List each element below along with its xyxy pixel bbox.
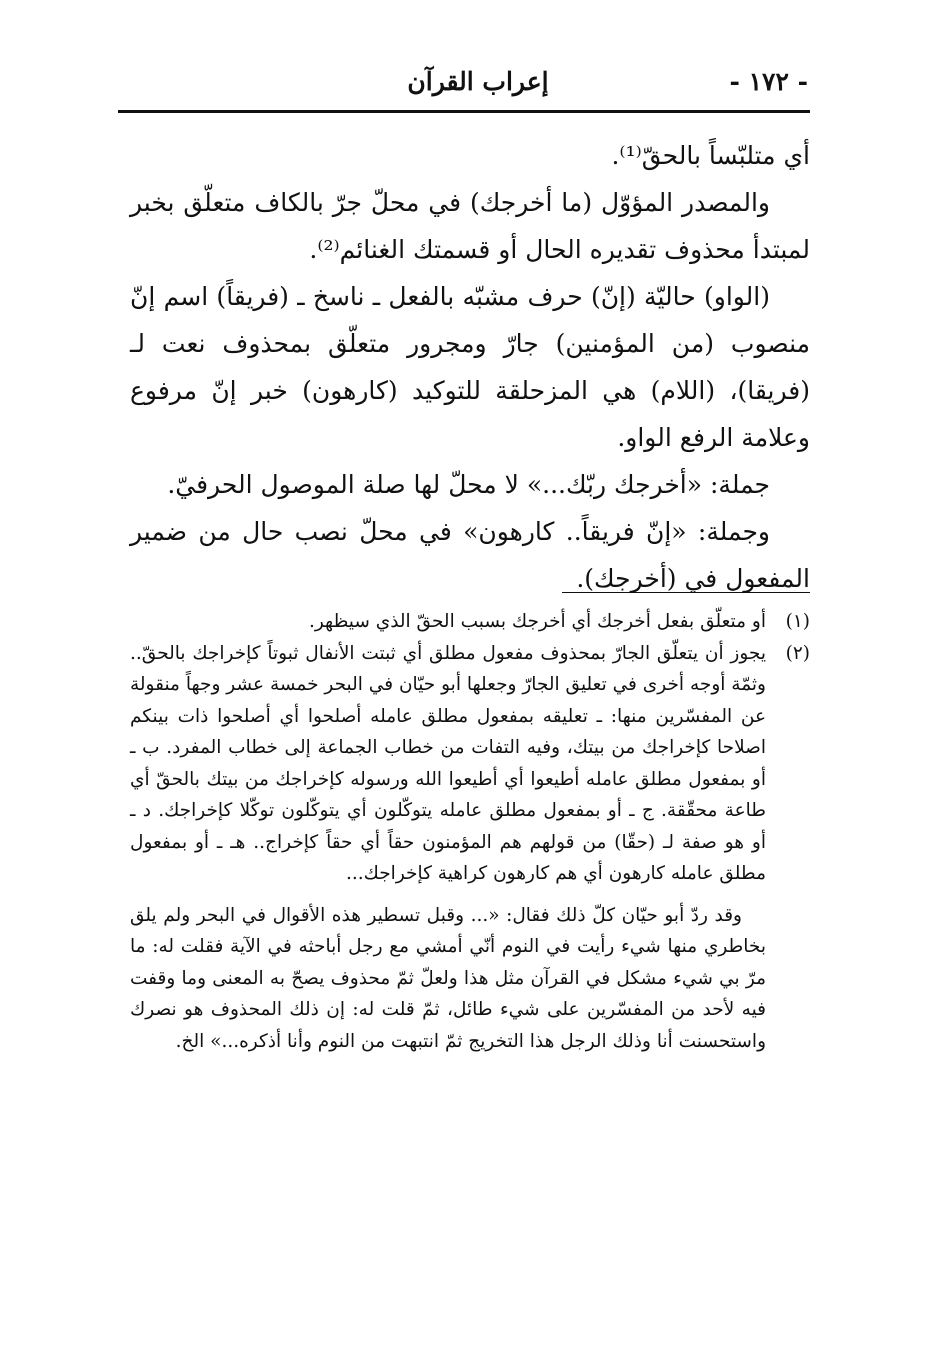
page-number: - ١٧٢ - [729, 67, 808, 96]
footnote-marker: (١) [785, 611, 810, 632]
paragraph: جملة: «أخرجك ربّك...» لا محلّ لها صلة الموصول الحرفيّ. [167, 470, 770, 499]
paragraph: وجملة: «إنّ فريقاً.. كارهون» في محلّ نصب حال من ضمير المفعول في (أخرجك). [130, 517, 810, 593]
footnote [130, 606, 810, 638]
running-title: إعراب القرآن [407, 67, 549, 96]
footnote-marker: (٢) [785, 642, 810, 664]
paragraph: (الواو) حاليّة (إنّ) حرف مشبّه بالفعل ـ ناسخ ـ (فريقاً) اسم إنّ منصوب (من المؤمنين) جارّ ومجرور متعلّق بمحذوف نعت لـ (فريقا)، (اللام) هي المزحلقة للتوكيد (كارهون) خبر إنّ مرفوع وعلامة الرفع الواو. [130, 282, 810, 452]
footnote [130, 638, 810, 890]
footnote-continuation: وقد ردّ أبو حيّان كلّ ذلك فقال: «... وقبل تسطير هذه الأقوال في البحر ولم يلق بخاطري منها شيء رأيت في النوم أنّي أمشي مع رجل أباحثه في الآية فقلت له: ما مرّ بي شيء مشكل في القرآن مثل هذا ولعلّ ثمّ محذوف يصحّ به المعنى وما وقفت فيه لأحد من المفسّرين على شيء طائل، ثمّ قلت له: إن ذلك المحذوف هو نصرك واستحسنت أنا وذلك الرجل هذا التخريج ثمّ انتبهت من النوم وأنا أذكره...» الخ. [130, 904, 766, 1052]
footnote-separator [562, 592, 810, 593]
main-text [130, 132, 810, 602]
paragraph: أي متلبّساً بالحقّ⁽¹⁾. [611, 141, 810, 170]
footnote-text: يجوز أن يتعلّق الجارّ بمحذوف مفعول مطلق أي ثبتت الأنفال ثبوتاً كإخراجك بالحقّ.. وثمّة أوجه أخرى في تعليق الجارّ وجعلها أبو حيّان في البحر خمسة عشر وجهاً منقولة عن المفسّرين منها: ـ تعليقه بمفعول مطلق عامله أصلحوا أي أصلحوا ذات بينكم اصلاحا كإخراجك من بيتك، وفيه التفات من خطاب الجماعة إلى خطاب المفرد. ب ـ أو بمفعول مطلق عامله أطيعوا أي أطيعوا الله ورسوله كإخراجك من بيتك بالحقّ أي طاعة محقّقة. ج ـ أو بمفعول مطلق عامله يتوكّلون أي يتوكّلون توكّلا كإخراجك. د ـ أو هو صفة لـ (حقّا) من قولهم هم المؤمنون حقاً أي حقاً كإخراج.. هـ ـ أو بمفعول مطلق عامله كارهون أي هم كارهون كراهية كإخراجك... [130, 642, 766, 884]
paragraph: والمصدر المؤوّل (ما أخرجك) في محلّ جرّ بالكاف متعلّق بخبر لمبتدأ محذوف تقديره الحال أو قسمتك الغنائم⁽²⁾. [130, 188, 810, 264]
footnotes [130, 606, 810, 1057]
footnote-text: أو متعلّق بفعل أخرجك أي أخرجك بسبب الحقّ الذي سيظهر. [308, 611, 766, 632]
page-header [118, 62, 808, 102]
header-rule [118, 110, 810, 113]
